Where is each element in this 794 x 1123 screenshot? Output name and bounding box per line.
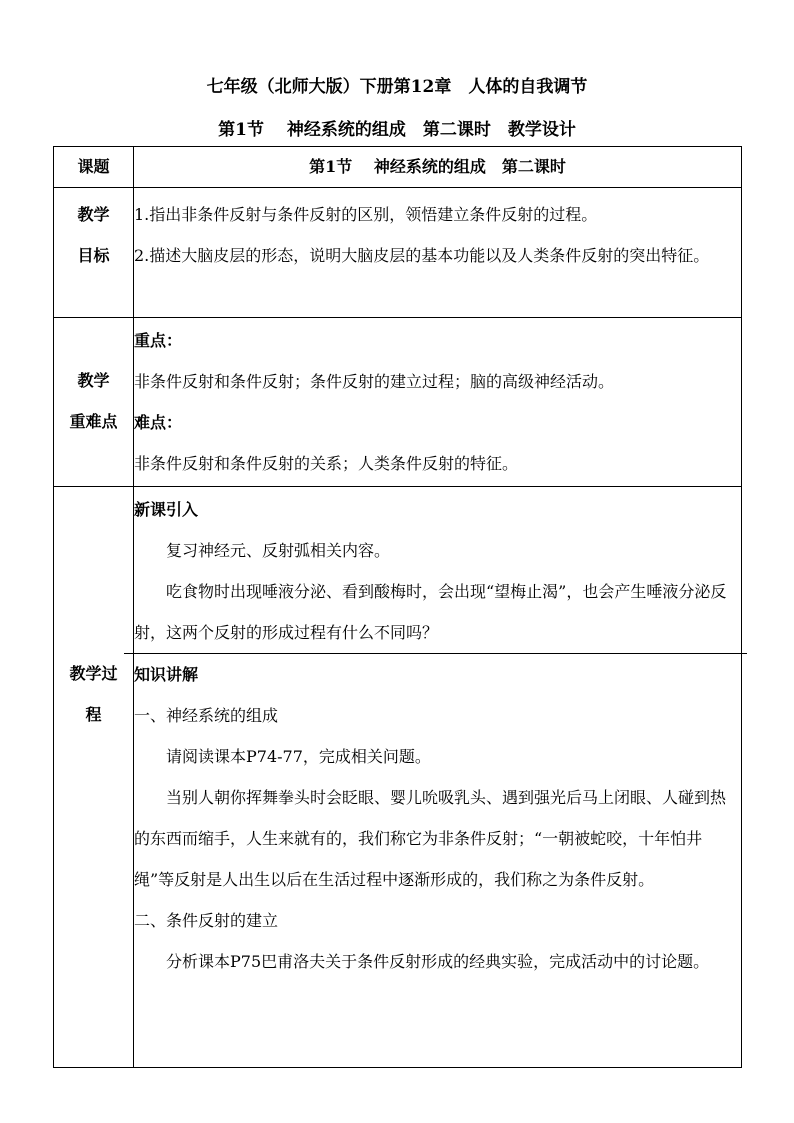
- key-points-text: 非条件反射和条件反射；条件反射的建立过程；脑的高级神经活动。: [134, 372, 615, 391]
- topic-label: 课题: [77, 157, 110, 176]
- key-points-content-cell: [134, 318, 742, 487]
- knowledge-section: [124, 653, 747, 982]
- process-label-line1: 教学过: [69, 664, 118, 683]
- key-points-label-line2: 重难点: [69, 412, 118, 431]
- objective-item-1: 1.指出非条件反射与条件反射的区别，领悟建立条件反射的过程。: [134, 205, 598, 224]
- section1-heading: 一、神经系统的组成: [134, 706, 279, 725]
- topic-value-cell: [134, 147, 742, 188]
- process-row: [54, 487, 742, 1068]
- key-points-heading: 重点：: [134, 331, 183, 350]
- key-points-label-cell: [54, 318, 134, 487]
- topic-value: 第1节 神经系统的组成 第二课时: [309, 157, 566, 176]
- objectives-label-line2: 目标: [77, 246, 110, 265]
- process-label-cell: [54, 487, 134, 1068]
- difficulty-heading: 难点：: [134, 413, 183, 432]
- process-label-line2: 程: [85, 705, 102, 724]
- intro-paragraph-2: 吃食物时出现唾液分泌、看到酸梅时，会出现“望梅止渴”，也会产生唾液分泌反射，这两个反射的形成过程有什么不同吗？: [134, 582, 727, 642]
- section2-heading: 二、条件反射的建立: [134, 911, 279, 930]
- topic-label-cell: [54, 147, 134, 188]
- intro-heading: 新课引入: [134, 500, 199, 519]
- document-subtitle: 第1节 神经系统的组成 第二课时 教学设计: [218, 120, 576, 140]
- objectives-row: [54, 188, 742, 318]
- document-title: 七年级（北师大版）下册第12章 人体的自我调节: [206, 77, 588, 97]
- objectives-content-cell: [134, 188, 742, 318]
- objective-item-2: 2.描述大脑皮层的形态，说明大脑皮层的基本功能以及人类条件反射的突出特征。: [134, 246, 710, 265]
- intro-paragraph-1: 复习神经元、反射弧相关内容。: [166, 541, 391, 560]
- key-points-label-line1: 教学: [77, 371, 110, 390]
- section2-paragraph-1: 分析课本P75巴甫洛夫关于条件反射形成的经典实验，完成活动中的讨论题。: [166, 952, 710, 971]
- topic-row: [54, 147, 742, 188]
- lesson-plan-table: [53, 146, 742, 1068]
- section1-paragraph-1: 请阅读课本P74-77，完成相关问题。: [166, 747, 431, 766]
- section1-paragraph-2: 当别人朝你挥舞拳头时会眨眼、婴儿吮吸乳头、遇到强光后马上闭眼、人碰到热的东西而缩手，人生来就有的，我们称它为非条件反射；“一朝被蛇咬，十年怕井绳”等反射是人出生以后在生活过程中逐渐形成的，我们称之为条件反射。: [134, 788, 727, 889]
- objectives-label-line1: 教学: [77, 205, 110, 224]
- difficulty-text: 非条件反射和条件反射的关系；人类条件反射的特征。: [134, 454, 519, 473]
- process-content-cell: [134, 487, 742, 1068]
- knowledge-heading: 知识讲解: [134, 665, 199, 684]
- objectives-label-cell: [54, 188, 134, 318]
- key-points-row: [54, 318, 742, 487]
